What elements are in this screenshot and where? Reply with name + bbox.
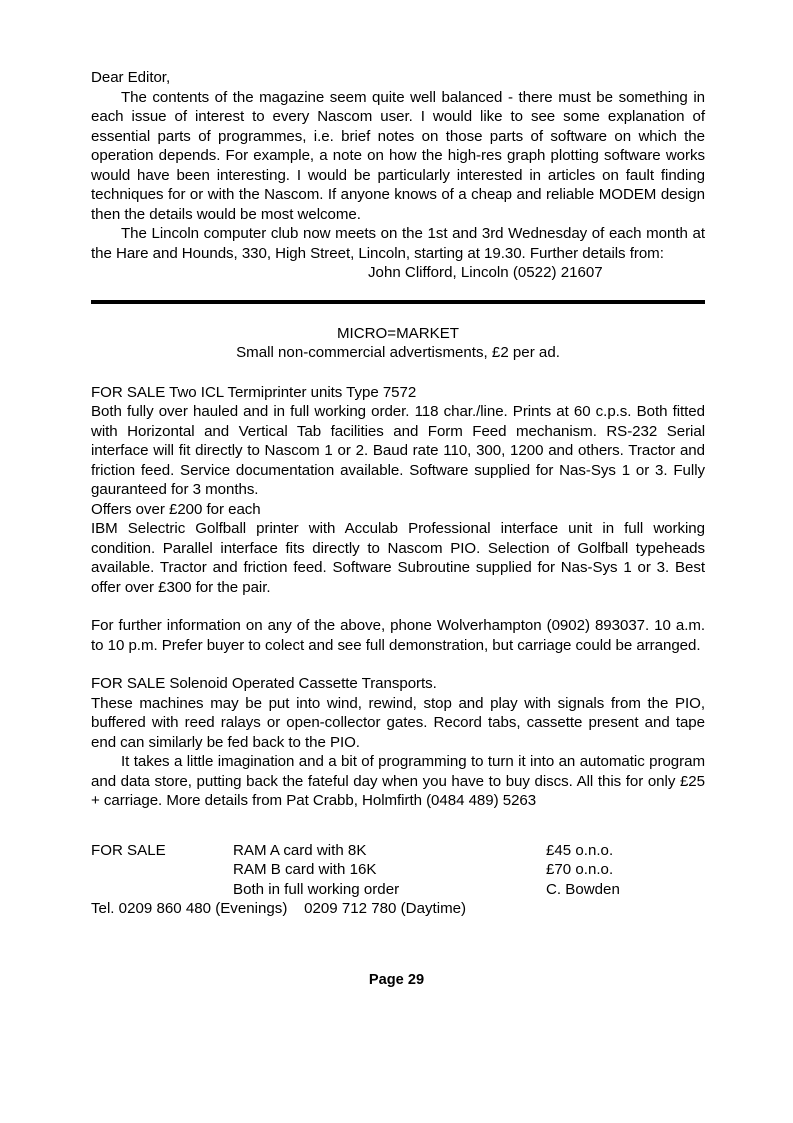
ram-listing-label-blank-3 [91,880,233,900]
table-row [91,880,705,900]
letter-salutation: Dear Editor, [91,69,171,86]
table-row [91,841,705,861]
ad-1-body-2: IBM Selectric Golfball printer with Acculab Professional interface unit in full working condition. Parallel interface fits directly to Nascom PIO. Selection of Golfball typeheads available. Tractor and friction feed. Software Subroutine supplied for Nas-Sys 1 or 3. Best offer over £300 for the pair. [91,520,705,596]
ad-1-body: Both fully over hauled and in full working order. 118 char./line. Prints at 60 c.p.s. Both fitted with Horizontal and Vertical Tab facilities and Form Feed mechanism. RS-232 Serial interface will fit directly to Nascom 1 or 2. Baud rate 110, 300, 1200 and others. Tractor and friction feed. Service documentation available. Software supplied for Nas-Sys 1 or 3. Fully gauranteed for 3 months. [91,403,705,498]
rule-spacer-top [91,283,705,300]
ram-listing-label: FOR SALE [91,841,166,859]
ad-2-body: These machines may be put into wind, rewind, stop and play with signals from the PIO, buffered with reed ralays or open-collector gates. Record tabs, cassette present and tape end can similarly be fed back to the PIO. [91,694,705,751]
letter-paragraph-2: The Lincoln computer club now meets on the 1st and 3rd Wednesday of each month at the Hare and Hounds, 330, High Street, Lincoln, starting at 19.30. Further details from: [91,225,705,262]
gap-before-ad-2 [91,655,705,674]
ram-listing-table [91,841,705,900]
page-content [91,68,705,919]
ad-1-price-line: Offers over £200 for each [91,500,261,518]
ad-2-title: FOR SALE Solenoid Operated Cassette Transports. [91,675,437,692]
table-row [91,860,705,880]
page-footer: Page 29 [368,972,425,988]
ad-1-title: FOR SALE Two ICL Termiprinter units Type 7572 [91,383,417,401]
ram-listing-price-2: £70 o.n.o. [546,861,614,878]
ram-listing-telephone: Tel. 0209 860 480 (Evenings) 0209 712 780 (Daytime) [91,900,467,917]
gap-before-contact [91,597,705,616]
ram-listing-price-1: £45 o.n.o. [546,841,614,859]
ram-listing-description-1: RAM A card with 8K [233,841,367,859]
rule-spacer-bottom [91,304,705,324]
micro-market-heading: MICRO=MARKET [336,324,460,342]
ad-1-contact: For further information on any of the above, phone Wolverhampton (0902) 893037. 10 a.m. to 10 p.m. Prefer buyer to colect and see full demonstration, but carriage could be arranged. [91,617,705,654]
ram-listing-price-3: C. Bowden [546,880,620,898]
letter-paragraph-1: The contents of the magazine seem quite well balanced - there must be something in each issue of interest to every Nascom user. I would like to see some explanation of essential parts of programmes, i.e. brief notes on those parts of software on which the operation depends. For example, a note on how the high-res graph plotting software works would have been interesting. I would be particularly interested in articles on fault finding techniques for or with the Nascom. If anyone knows of a cheap and reliable MODEM design then the details would be most welcome. [91,88,705,223]
gap-after-subheading [91,363,705,383]
micro-market-subheading: Small non-commercial advertisments, £2 per ad. [236,344,560,361]
ram-listing-label-blank-2 [91,860,233,880]
gap-before-ram-listing [91,811,705,841]
ad-2-body-2: It takes a little imagination and a bit of programming to turn it into an automatic program and data store, putting back the fateful day when you have to buy discs. All this for only £25 + carriage. More details from Pat Crabb, Holmfirth (0484 489) 5263 [91,753,705,809]
ram-listing-description-3: Both in full working order [233,880,400,898]
letter-signature: John Clifford, Lincoln (0522) 21607 [368,264,603,281]
ram-listing-description-2: RAM B card with 16K [233,861,377,878]
